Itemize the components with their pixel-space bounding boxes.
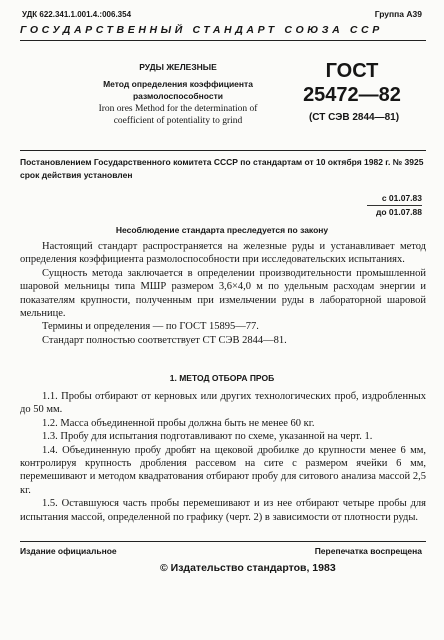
title-rule	[20, 150, 426, 151]
title-en: Iron ores Method for the determination of coefficient of potentiality to grind	[98, 104, 258, 126]
clause-paragraph: 1.1. Пробы отбирают от керновых или других технологических проб, издробленных до 50 мм.	[20, 391, 426, 416]
footer-rule	[20, 541, 426, 542]
clause-paragraph: 1.2. Масса объединенной пробы должна быть не менее 60 кг.	[42, 417, 315, 429]
clause-paragraph: 1.4. Объединенную пробу дробят на щековой дробилке до крупности менее 6 мм, контролируя крупность дробления рассевом на сите с размером ячейки 6 мм, перемешивают и методом квадратования отбирают пробу для ситового анализа массой 2,5 кг.	[20, 444, 426, 496]
valid-to: до 01.07.88	[375, 207, 422, 217]
group-code: Группа А39	[374, 9, 422, 19]
header-rule	[20, 40, 426, 41]
decree-text: Постановлением Государственного комитета СССР по стандартам от 10 октября 1982 г. № 3925 срок действия установлен	[20, 157, 424, 180]
official-edition: Издание официальное	[20, 546, 117, 556]
gost-number: 25472—82	[303, 84, 401, 106]
udk-code: УДК 622.341.1.001.4.:006.354	[22, 10, 132, 19]
subtitle-ru: Метод определения коэффициента размолоспособности	[103, 79, 253, 101]
intro-paragraph: Термины и определения — по ГОСТ 15895—77.	[42, 321, 259, 333]
clause-paragraph: 1.3. Пробу для испытания подготавливают по схеме, указанной на черт. 1.	[42, 431, 373, 443]
intro-paragraph: Настоящий стандарт распространяется на железные руды и устанавливает метод определения коэффициента размолоспособности при исследовательских испытаниях.	[20, 241, 426, 266]
valid-from: с 01.07.83	[381, 193, 422, 203]
reprint-notice: Перепечатка воспрещена	[314, 546, 422, 556]
intro-paragraph: Сущность метода заключается в определении производительности промышленной шаровой мельницы типа МШР размером 3,6×4,0 м по удельным расходам энергии и показателям крупности, полученным при измельчении руды в лабораторной шаровой мельнице.	[20, 267, 426, 320]
title-ru: РУДЫ ЖЕЛЕЗНЫЕ	[139, 62, 217, 72]
sev-reference: (СТ СЭВ 2844—81)	[308, 112, 400, 123]
dates-divider	[367, 205, 422, 206]
section-text	[20, 390, 426, 524]
intro-paragraph: Стандарт полностью соответствует СТ СЭВ 2844—81.	[42, 334, 287, 346]
copyright: © Издательство стандартов, 1983	[160, 562, 336, 574]
clause-paragraph: 1.5. Оставшуюся часть пробы перемешивают и из нее отбирают четыре пробы для испытания массой, определенной по графику (черт. 2) в зависимости от плотности руды.	[20, 498, 426, 523]
gost-label: ГОСТ	[325, 60, 379, 82]
intro-text	[20, 240, 426, 347]
standard-banner: ГОСУДАРСТВЕННЫЙ СТАНДАРТ СОЮЗА ССР	[20, 24, 383, 36]
section-heading: 1. МЕТОД ОТБОРА ПРОБ	[169, 373, 275, 383]
legal-notice: Несоблюдение стандарта преследуется по закону	[115, 225, 329, 235]
